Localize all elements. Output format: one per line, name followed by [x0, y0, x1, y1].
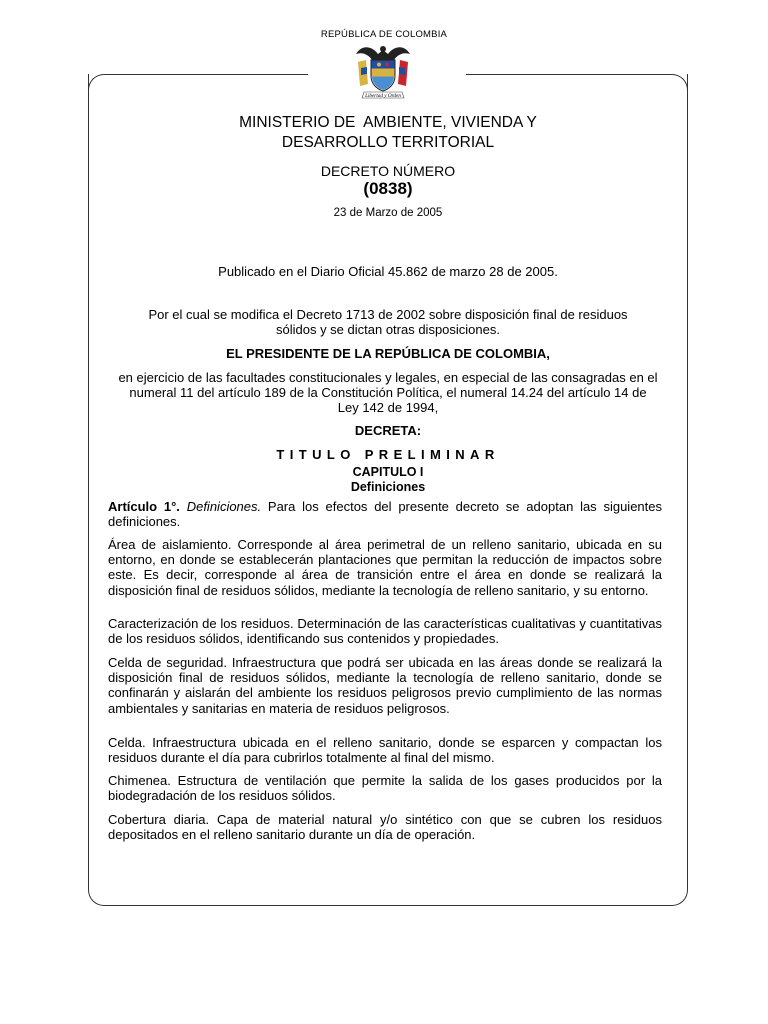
definition-chimenea: Chimenea. Estructura de ventilación que permite la salida de los gases producidos por la biodegradación de los residuos sólidos. [108, 773, 662, 804]
faculties-paragraph: en ejercicio de las facultades constitucionales y legales, en especial de las consagradas en el numeral 11 del artículo 189 de la Constitución Política, el numeral 14.24 del artículo 14 de Ley 142 de 1994, [118, 370, 658, 415]
decreto-number: (0838) [363, 179, 413, 198]
ministry-line-1: MINISTERIO DE AMBIENTE, VIVIENDA Y [239, 114, 537, 131]
definition-cobertura-diaria: Cobertura diaria. Capa de material natural y/o sintético con que se cubren los residuos depositados en el relleno sanitario durante un día de operación. [108, 812, 662, 843]
ministry-line-2: DESARROLLO TERRITORIAL [281, 134, 495, 151]
president-heading: EL PRESIDENTE DE LA REPÚBLICA DE COLOMBIA, [226, 346, 550, 361]
decree-subject: Por el cual se modifica el Decreto 1713 de 2002 sobre disposición final de residuos sólidos y se dictan otras disposiciones. [148, 307, 628, 337]
article-1-text: Para los efectos del presente decreto se adoptan las siguientes definiciones. [108, 499, 662, 530]
page-frame-top-right [466, 74, 688, 96]
article-1-title: Definiciones. [186, 499, 262, 514]
definition-area-aislamiento: Área de aislamiento. Corresponde al área perimetral de un relleno sanitario, ubicada en su entorno, en donde se establecerán plantaciones que permitan la reducción de impactos sobre este. Es decir, corresponde al área de transición entre el área en donde se realizará la disposición final de residuos sólidos, mediante la tecnología de relleno sanitario, y su entorno. [108, 537, 662, 598]
definition-celda: Celda. Infraestructura ubicada en el relleno sanitario, donde se esparcen y compactan los residuos durante el día para cubrirlos totalmente al final del mismo. [108, 735, 662, 766]
decreto-date: 23 de Marzo de 2005 [333, 207, 443, 219]
decreta-heading: DECRETA: [354, 423, 422, 438]
definition-caracterizacion: Caracterización de los residuos. Determinación de las características cualitativas y cuantitativas de los residuos sólidos, identificando sus contenidos y propiedades. [108, 616, 662, 647]
capitulo-title: Definiciones [350, 480, 426, 494]
capitulo-heading [88, 465, 688, 495]
publication-note: Publicado en el Diario Oficial 45.862 de marzo 28 de 2005. [218, 264, 558, 279]
country-header: REPÚBLICA DE COLOMBIA [320, 29, 448, 40]
article-1-label: Artículo 1°. [108, 499, 180, 514]
capitulo-number: CAPITULO I [352, 465, 424, 479]
article-1 [108, 499, 662, 529]
titulo-heading: TITULO PRELIMINAR [276, 447, 500, 462]
page-frame-top-left [88, 74, 308, 96]
decreto-label: DECRETO NÚMERO [320, 163, 456, 179]
definition-celda-seguridad: Celda de seguridad. Infraestructura que podrá ser ubicada en las áreas donde se realizará la disposición final de residuos sólidos, mediante la tecnología de relleno sanitario, donde se confinarán y aislarán del ambiente los residuos peligrosos previo cumplimiento de las normas ambientales y sanitarias en materia de residuos peligrosos. [108, 655, 662, 716]
motto-text: Libertad y Orden [365, 93, 401, 99]
ministry-title [88, 113, 688, 153]
